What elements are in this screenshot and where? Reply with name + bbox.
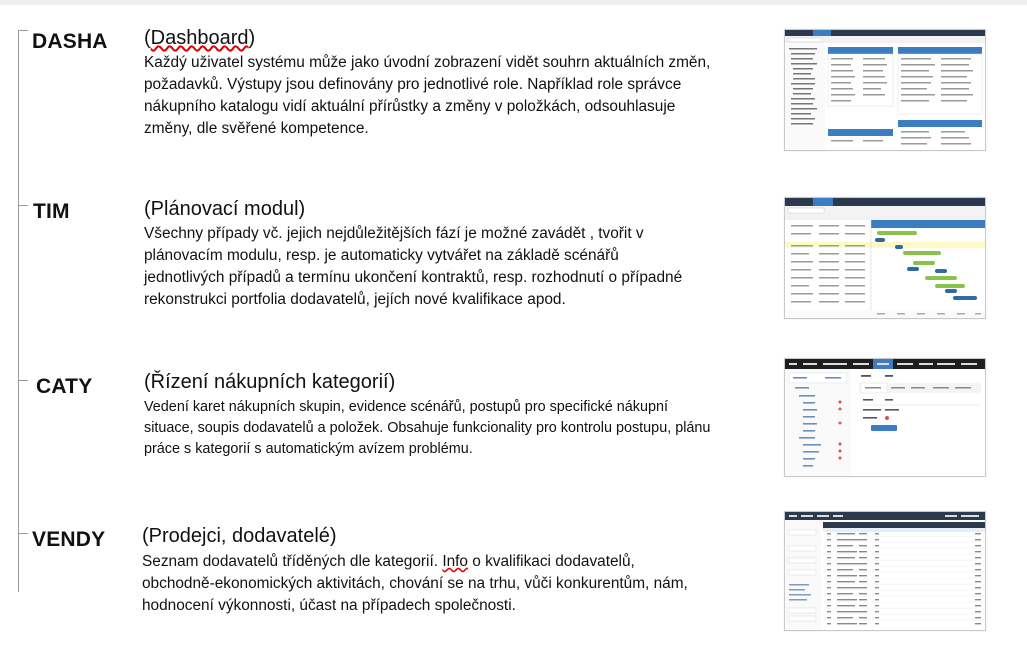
timeline-tick — [18, 380, 28, 381]
planning-gantt-screenshot — [784, 197, 986, 319]
description-line: plánovacím modulu, resp. je automaticky vytvářet na základě scénářů — [144, 247, 619, 264]
vendor-list-screenshot — [784, 511, 986, 631]
module-description-tim — [144, 223, 682, 311]
dashboard-screenshot — [784, 29, 986, 151]
spellcheck-word: Dashboard — [150, 27, 249, 49]
description-line: požadavků. Výstupy jsou definovány pro jednotlivé role. Například role správce — [144, 76, 682, 93]
module-name-dasha: DASHA — [32, 30, 108, 53]
module-description-dasha — [144, 52, 710, 140]
module-name-caty: CATY — [36, 375, 93, 398]
description-line: hodnocení výkonnosti, účast na případech společnosti. — [142, 597, 516, 614]
description-line: nákupního katalogu vidí aktuální přírůstky a změny v položkách, odsouhlasuje — [144, 98, 676, 115]
top-strip — [0, 0, 1027, 5]
description-line: situace, soupis dodavatelů a položek. Obsahuje funkcionality pro kontrolu postupu, plánu — [144, 420, 711, 436]
description-line: Seznam dodavatelů tříděných dle kategorií. Info o kvalifikaci dodavatelů, — [142, 553, 635, 570]
description-line: práce s kategorií s automatickým avízem problému. — [144, 441, 473, 457]
module-description-caty — [144, 397, 710, 460]
description-line: obchodně-ekonomických aktivitách, chování se na trhu, vůči konkurentům, nám, — [142, 575, 688, 592]
module-description-vendy — [142, 551, 688, 617]
description-line: rekonstrukci portfolia dodavatelů, jejích nové kvalifikace apod. — [144, 291, 566, 308]
description-line: Každý uživatel systému může jako úvodní zobrazení vidět souhrn aktuálních změn, — [144, 54, 711, 71]
timeline-tick — [18, 30, 28, 31]
module-subtitle-caty: (Řízení nákupních kategorií) — [144, 371, 396, 393]
timeline-line — [18, 30, 19, 592]
description-line: změny, dle svěřené kompetence. — [144, 120, 369, 137]
timeline-tick — [18, 533, 28, 534]
module-subtitle-dasha: (Dashboard) — [144, 27, 256, 49]
module-name-vendy: VENDY — [32, 528, 106, 551]
timeline-tick — [18, 205, 28, 206]
module-name-tim: TIM — [33, 200, 70, 223]
description-line: Všechny případy vč. jejich nejdůležitějších fází je možné zavádět , tvořit v — [144, 225, 644, 242]
description-line: Vedení karet nákupních skupin, evidence scénářů, postupů pro specifické nákupní — [144, 399, 668, 415]
description-line: jednotlivých případů a termínu ukončení kontraktů, resp. rozhodnutí o případné — [144, 269, 683, 286]
category-management-screenshot — [784, 358, 986, 477]
spellcheck-word: Info — [442, 553, 468, 570]
module-subtitle-vendy: (Prodejci, dodavatelé) — [142, 525, 337, 547]
module-subtitle-tim: (Plánovací modul) — [144, 198, 306, 220]
